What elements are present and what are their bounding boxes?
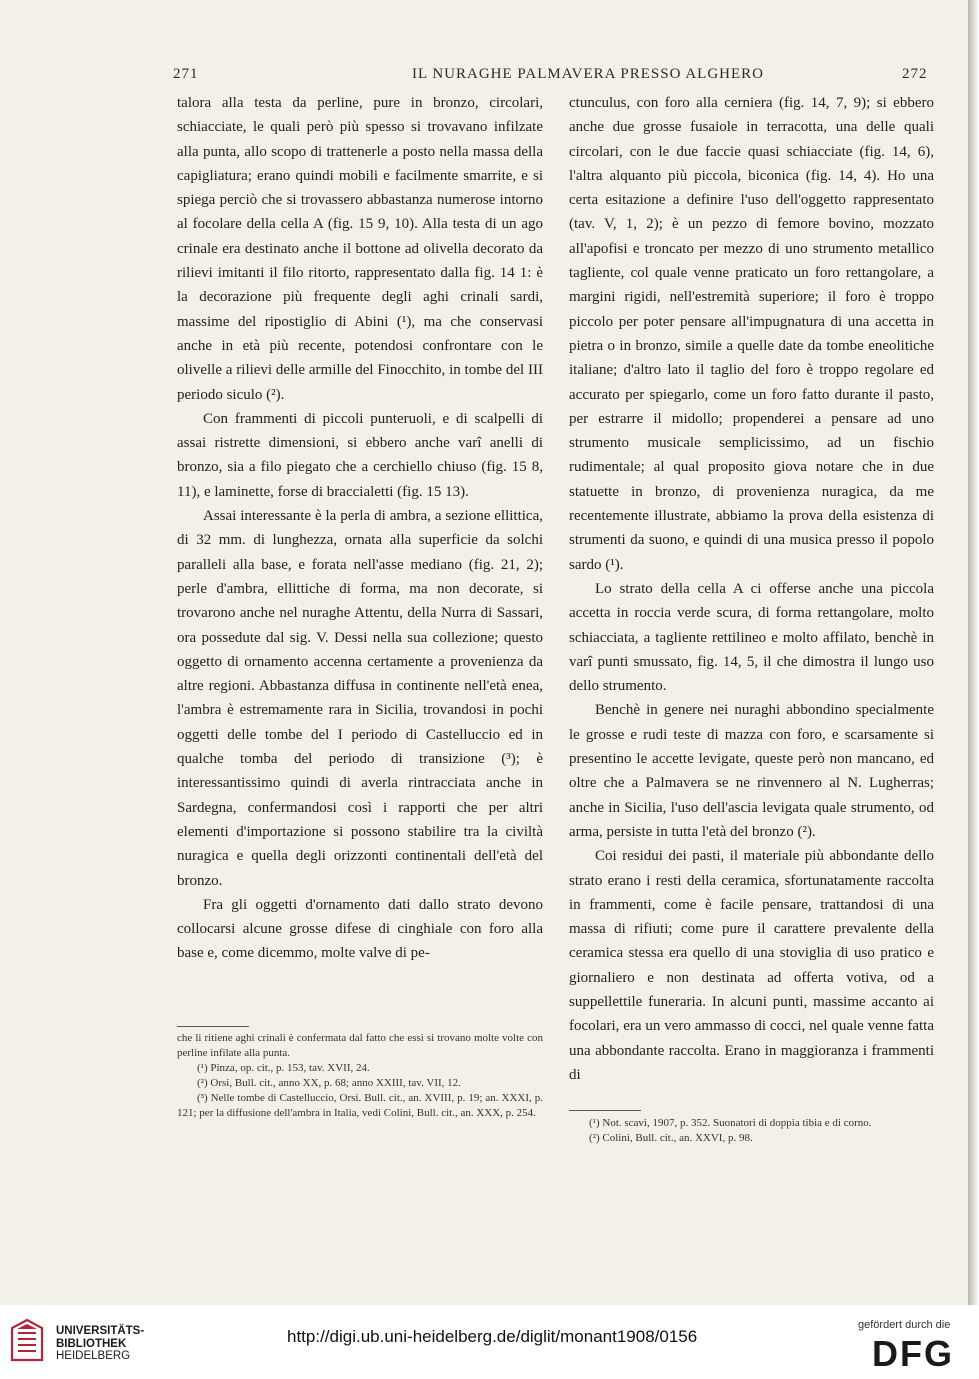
- footnote: (¹) Not. scavi, 1907, p. 352. Suonatori di doppia tibia e di corno.: [589, 1117, 872, 1129]
- footnote: (¹) Pinza, op. cit., p. 153, tav. XVII, 24.: [197, 1062, 370, 1074]
- source-url-link[interactable]: http://digi.ub.uni-heidelberg.de/diglit/monant1908/0156: [287, 1327, 698, 1346]
- dfg-logo: DFG: [872, 1333, 954, 1374]
- footnote: (²) Orsi, Bull. cit., anno XX, p. 68; anno XXIII, tav. VII, 12.: [197, 1077, 461, 1089]
- right-text-column: [569, 91, 934, 1087]
- paragraph: Con frammenti di piccoli punteruoli, e di scalpelli di assai ristrette dimensioni, si ebbero anche varî anelli di bronzo, sia a filo piegato che a cerchiello chiuso (fig. 15 8, 11), e laminette, forse di braccialetti (fig. 15 13).: [177, 410, 543, 500]
- page-number-right: 272: [902, 66, 928, 82]
- paragraph: Fra gli oggetti d'ornamento dati dallo strato devono collocarsi alcune grosse difese di cinghiale con foro alla base e, come dicemmo, molte valve di pe-: [177, 896, 543, 962]
- paragraph: Benchè in genere nei nuraghi abbondino specialmente le grosse e rudi teste di mazza con foro, e scarsamente si presentino le accette levigate, queste però non mancano, ed oltre che a Palmavera se ne rinvennero al N. Lugherras; anche in Sicilia, l'uso dell'ascia levigata quale strumento, od arma, persiste in tutta l'età del bronzo (²).: [569, 702, 934, 840]
- footnote: che li ritiene aghi crinali è confermata dal fatto che essi si trovano molte volte con perline infilate alla punta.: [177, 1032, 543, 1059]
- footnote-rule-right: [569, 1110, 641, 1111]
- left-text-column: [177, 91, 543, 966]
- footnote-rule-left: [177, 1026, 249, 1027]
- university-library-logo-icon: [10, 1318, 44, 1362]
- funding-caption: gefördert durch die: [858, 1319, 951, 1331]
- page-edge: [968, 0, 979, 1305]
- right-footnotes: [569, 1116, 934, 1146]
- paragraph: talora alla testa da perline, pure in bronzo, circolari, schiacciate, le quali però più spesso si trovavano infilzate alla punta, allo scopo di trattenerle a posto nella massa della capigliatura; erano quindi mobili e facilmente smarrite, e si spiega perciò che si trovassero abbastanza numerose intorno al focolare della cella A (fig. 15 9, 10). Alla testa di un ago crinale era destinato anche il bottone ad olivella decorato da rilievi imitanti il filo ritorto, rappresentato dalla fig. 14 1: è la decorazione più frequente degli aghi crinali sardi, massime del ripostiglio di Abini (¹), ma che conservasi anche in età più recente, potendosi confrontare con le olivelle a rilievi delle armille del Finocchito, in tombe del III periodo siculo (²).: [177, 95, 543, 403]
- footnote: (³) Nelle tombe di Castelluccio, Orsi. Bull. cit., an. XVIII, p. 19; an. XXXI, p. 121; per la diffusione dell'ambra in Italia, vedi Colini, Bull. cit., an. XXX, p. 254.: [177, 1092, 543, 1119]
- paragraph: ctunculus, con foro alla cerniera (fig. 14, 7, 9); si ebbero anche due grosse fusaiole in terracotta, una delle quali circolari, con le due faccie quasi schiacciate (fig. 14, 6), l'altra alquanto più piccola, biconica (fig. 14, 4). Ho una certa esitazione a definire l'uso dell'oggetto rappresentato (tav. V, 1, 2); è un pezzo di femore bovino, mozzato all'apofisi e troncato per mezzo di uno strumento metallico tagliente, col quale venne praticato un foro rettangolare, a margini rigidi, nell'estremità superiore; il foro è troppo piccolo per poter pensare all'impugnatura di una accetta in pietra o in bronzo, simile a quelle date da tombe eneolitiche italiane; d'altro lato il taglio del foro è troppo regolare ed accurato per spiegarlo, come un foro fatto durante il pasto, per estrarre il midollo; propenderei a pensare ad uno strumento musicale semplicissimo, ad un fischio rudimentale; al qual proposito giova notare che in due statuette in bronzo, di provenienza nuragica, da me recentemente illustrate, abbiamo la prova della esistenza di strumenti da suono, e quindi di una musica presso il popolo sardo (¹).: [569, 95, 934, 573]
- paragraph: Coi residui dei pasti, il materiale più abbondante dello strato erano i resti della ceramica, sfortunatamente raccolta in frammenti, come è facile pensare, trattandosi di una massa di rifiuti; come pure il carattere prevalente della ceramica stessa era quello di una stoviglia di uso pratico e giornaliero e non destinata ad offerta votiva, od a suppellettile funeraria. In alcuni punti, massime accanto ai focolari, era un vero ammasso di cocci, nel quale venne fatta una abbondante raccolta. Erano in maggioranza i frammenti di: [569, 848, 934, 1083]
- running-title: IL NURAGHE PALMAVERA PRESSO ALGHERO: [412, 66, 764, 82]
- footnote: (²) Colini, Bull. cit., an. XXVI, p. 98.: [589, 1132, 753, 1144]
- left-footnotes: [177, 1031, 543, 1121]
- paragraph: Lo strato della cella A ci offerse anche una piccola accetta in roccia verde scura, di forma rettangolare, molto schiacciata, a tagliente rettilineo e molto affilato, benchè in varî punti smussato, fig. 14, 5, il che dimostra il lungo uso dello strumento.: [569, 580, 934, 695]
- page-number-left: 271: [173, 66, 199, 82]
- library-name: UNIVERSITÄTS- BIBLIOTHEK HEIDELBERG: [56, 1325, 145, 1362]
- paragraph: Assai interessante è la perla di ambra, a sezione ellittica, di 32 mm. di lunghezza, ornata alla superficie da solchi paralleli alla base, e forata nell'asse mediano (fig. 21, 2); perle d'ambra, ellittiche di forma, ma non decorate, si trovarono anche nel nuraghe Attentu, della Nurra di Sassari, ora possedute dal sig. V. Dessi nella sua collezione; questo oggetto di ornamento accenna certamente a provenienza da altre regioni. Abbastanza diffusa in continente nell'età enea, l'ambra è estremamente rara in Sicilia, trovandosi in pochi oggetti delle tombe del I periodo di Castelluccio ed in qualche tomba del periodo di transizione (³); è interessantissimo quindi di averla rintracciata anche in Sardegna, confermandosi così i rapporti che per altri elementi d'importazione si possono stabilire tra la civiltà nuragica e quella degli orizzonti continentali dell'età del bronzo.: [177, 508, 543, 889]
